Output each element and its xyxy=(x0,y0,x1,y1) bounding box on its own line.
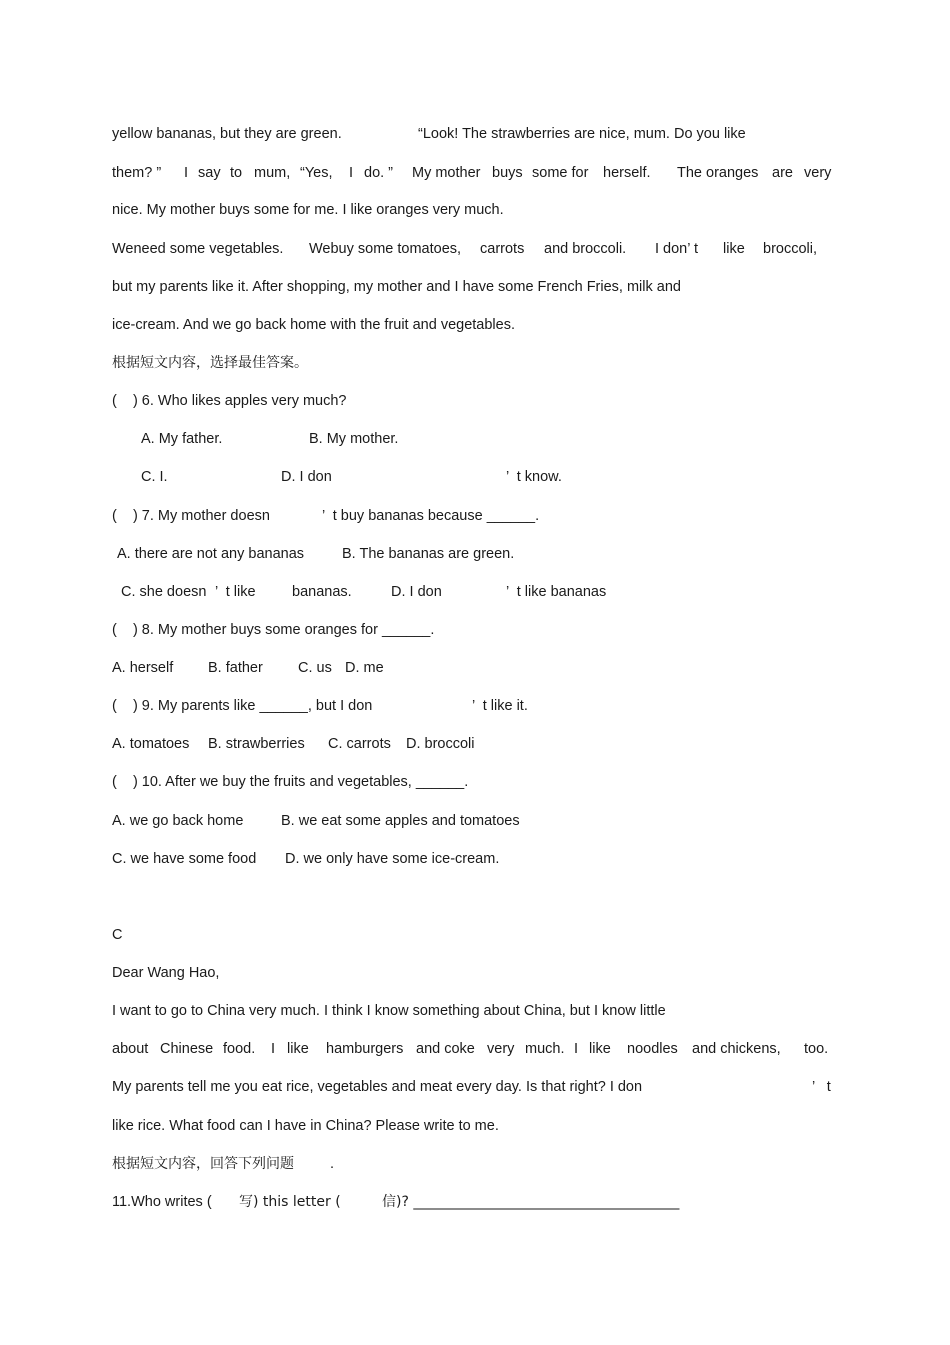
option-b: B. we eat some apples and tomatoes xyxy=(281,813,520,829)
letter-greeting: Dear Wang Hao, xyxy=(112,965,220,981)
passage-line: but my parents like it. After shopping, my mother and I have some French Fries, milk and xyxy=(112,279,681,295)
instruction-text: 根据短文内容，选择最佳答案。 xyxy=(112,355,308,371)
word: I xyxy=(349,165,354,181)
word: like xyxy=(287,1041,309,1057)
instruction-text: 根据短文内容，回答下列问题 xyxy=(112,1156,294,1172)
word: food. xyxy=(223,1041,256,1057)
word: I xyxy=(184,165,189,181)
word: Weneed some vegetables. xyxy=(112,241,284,257)
option-d: D. I don xyxy=(281,469,332,485)
letter-line-justified xyxy=(0,1040,950,1058)
question-7: ( ) 7. My mother doesn xyxy=(112,508,270,524)
word: some for xyxy=(532,165,589,181)
word: and broccoli. xyxy=(544,241,627,257)
option-a: A. My father. xyxy=(141,431,223,447)
instruction-dot: . xyxy=(330,1156,335,1172)
letter-line: I want to go to China very much. I think I know something about China, but I know little xyxy=(112,1003,666,1019)
letter-line: My parents tell me you eat rice, vegetables and meat every day. Is that right? I don xyxy=(112,1079,643,1095)
question-7-cont: ’ t buy bananas because ______. xyxy=(322,508,540,524)
passage-line-justified xyxy=(0,164,950,182)
word: I xyxy=(574,1041,579,1057)
word: Chinese xyxy=(160,1041,214,1057)
word: like xyxy=(723,241,745,257)
option-c-cont: ’ t like xyxy=(215,584,256,600)
letter-line: like rice. What food can I have in China? Please write to me. xyxy=(112,1118,499,1134)
word: noodles xyxy=(627,1041,678,1057)
letter-line-cont: ’ t xyxy=(812,1079,831,1095)
question-11: 11.Who writes ( xyxy=(112,1194,212,1210)
option-d: D. we only have some ice-cream. xyxy=(285,851,500,867)
word: to xyxy=(230,165,243,181)
word: herself. xyxy=(603,165,651,181)
option-d-cont: ’ t like bananas xyxy=(506,584,607,600)
question-11-answer-line: 信)? ______________________________________ xyxy=(382,1194,680,1210)
option-d-cont: ’ t know. xyxy=(506,469,562,485)
word: I xyxy=(271,1041,276,1057)
option-d: D. broccoli xyxy=(406,736,475,752)
option-d: D. I don xyxy=(391,584,442,600)
option-c: C. I. xyxy=(141,469,168,485)
word: say xyxy=(198,165,221,181)
word: “Yes, xyxy=(300,165,333,181)
question-10: ( ) 10. After we buy the fruits and vegetables, ______. xyxy=(112,774,469,790)
option-b: B. The bananas are green. xyxy=(342,546,515,562)
option-c-cont: bananas. xyxy=(292,584,352,600)
word: very xyxy=(487,1041,515,1057)
passage-line: “Look! The strawberries are nice, mum. Do you like xyxy=(418,126,746,142)
question-6: ( ) 6. Who likes apples very much? xyxy=(112,393,347,409)
question-8: ( ) 8. My mother buys some oranges for ______. xyxy=(112,622,435,638)
word: Webuy some tomatoes, xyxy=(309,241,462,257)
question-11-cont: 写) this letter ( xyxy=(239,1194,341,1210)
option-c: C. carrots xyxy=(328,736,391,752)
word: them? ” xyxy=(112,165,162,181)
passage-line: ice-cream. And we go back home with the fruit and vegetables. xyxy=(112,317,515,333)
word: buys xyxy=(492,165,523,181)
passage-line-justified xyxy=(0,240,950,258)
word: much. xyxy=(525,1041,565,1057)
question-9: ( ) 9. My parents like ______, but I don xyxy=(112,698,373,714)
word: do. ” xyxy=(364,165,394,181)
option-a: A. there are not any bananas xyxy=(117,546,305,562)
word: The oranges xyxy=(677,165,759,181)
passage-line: yellow bananas, but they are green. xyxy=(112,126,342,142)
word: are xyxy=(772,165,793,181)
option-a: A. we go back home xyxy=(112,813,244,829)
option-a: A. tomatoes xyxy=(112,736,190,752)
option-b: B. strawberries xyxy=(208,736,305,752)
question-9-cont: ’ t like it. xyxy=(472,698,528,714)
word: too. xyxy=(804,1041,829,1057)
word: mum, xyxy=(254,165,291,181)
word: carrots xyxy=(480,241,525,257)
option-a: A. herself xyxy=(112,660,174,676)
word: My mother xyxy=(412,165,481,181)
word: broccoli, xyxy=(763,241,817,257)
word: about xyxy=(112,1041,149,1057)
word: and chickens, xyxy=(692,1041,781,1057)
option-c: C. she doesn xyxy=(121,584,207,600)
section-label: C xyxy=(112,927,123,943)
word: very xyxy=(804,165,832,181)
option-c: C. us xyxy=(298,660,332,676)
word: hamburgers xyxy=(326,1041,404,1057)
option-c: C. we have some food xyxy=(112,851,257,867)
option-d: D. me xyxy=(345,660,384,676)
word: like xyxy=(589,1041,611,1057)
word: and coke xyxy=(416,1041,475,1057)
option-b: B. father xyxy=(208,660,263,676)
word: I don’ t xyxy=(655,241,698,257)
passage-line: nice. My mother buys some for me. I like oranges very much. xyxy=(112,202,504,218)
option-b: B. My mother. xyxy=(309,431,399,447)
